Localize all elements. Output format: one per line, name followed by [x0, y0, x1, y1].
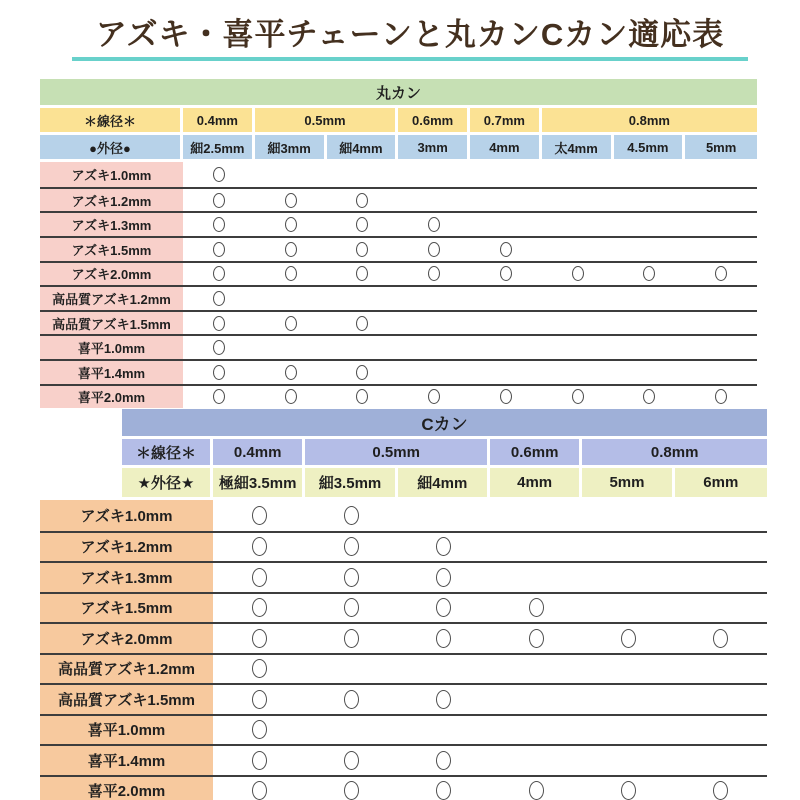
compat-cell [490, 655, 582, 684]
compat-cell [675, 746, 767, 775]
chain-label: アズキ1.5mm [40, 594, 213, 623]
chain-label: 喜平1.4mm [40, 746, 213, 775]
compat-circle-icon [529, 629, 544, 648]
compat-cell [490, 777, 582, 800]
chain-label: 喜平1.4mm [40, 361, 183, 384]
compat-cell [470, 386, 542, 409]
compat-cell [490, 624, 582, 653]
outer-diameter-value: 細4mm [398, 468, 490, 497]
compat-circle-icon [252, 629, 267, 648]
compat-cell [183, 361, 255, 384]
compatibility-infographic [0, 16, 800, 800]
compat-circle-icon [713, 781, 728, 800]
compat-circle-icon [428, 217, 440, 232]
outer-diameter-value: 4mm [490, 468, 582, 497]
wire-diameter-value: 0.8mm [582, 439, 767, 465]
compat-cell [327, 162, 399, 187]
compat-cell [685, 361, 757, 384]
compat-cell [398, 238, 470, 261]
compat-cell [183, 287, 255, 310]
compat-cell [213, 655, 305, 684]
compat-circle-icon [213, 340, 225, 355]
compat-cell [675, 624, 767, 653]
compat-cell [542, 238, 614, 261]
compat-cell [398, 386, 470, 409]
compat-circle-icon [621, 781, 636, 800]
compat-circle-icon [285, 266, 297, 281]
compat-cell [470, 263, 542, 286]
compat-circle-icon [252, 751, 267, 770]
compat-circle-icon [213, 389, 225, 404]
compat-cell [582, 594, 674, 623]
compat-cell [327, 238, 399, 261]
compat-cell [398, 213, 470, 236]
outer-diameter-value: 極細3.5mm [213, 468, 305, 497]
compat-cell [614, 312, 686, 335]
compat-cell [675, 594, 767, 623]
wire-diameter-value: 0.4mm [183, 108, 255, 132]
wire-diameter-label: ＊線径＊ [122, 439, 213, 465]
compat-circle-icon [428, 242, 440, 257]
chain-row [40, 285, 757, 310]
compat-cell [183, 312, 255, 335]
compat-cell [542, 263, 614, 286]
compat-cell [614, 238, 686, 261]
compat-cell [542, 213, 614, 236]
compat-cell [675, 777, 767, 800]
wire-diameter-value: 0.4mm [213, 439, 305, 465]
chain-row [40, 359, 757, 384]
compat-cell [213, 746, 305, 775]
compat-circle-icon [252, 781, 267, 800]
compat-cell [183, 213, 255, 236]
chain-label: アズキ1.0mm [40, 162, 183, 187]
compat-cell [490, 563, 582, 592]
compat-cell [685, 213, 757, 236]
compat-cell [327, 336, 399, 359]
wire-diameter-row [40, 108, 757, 132]
compat-circle-icon [500, 389, 512, 404]
compat-cell [614, 263, 686, 286]
compat-cell [255, 386, 327, 409]
compat-circle-icon [436, 690, 451, 709]
chain-label: 喜平1.0mm [40, 716, 213, 745]
compat-circle-icon [436, 751, 451, 770]
chain-label: 高品質アズキ1.2mm [40, 287, 183, 310]
wire-diameter-value: 0.6mm [490, 439, 582, 465]
compat-cell [255, 213, 327, 236]
chain-row [40, 211, 757, 236]
compat-cell [582, 685, 674, 714]
compat-cell [305, 624, 397, 653]
compat-circle-icon [621, 629, 636, 648]
compat-cell [398, 189, 470, 212]
chain-label: アズキ2.0mm [40, 624, 213, 653]
compat-circle-icon [344, 537, 359, 556]
page-title: アズキ・喜平チェーンと丸カンCカン適応表 [95, 17, 725, 52]
compat-circle-icon [643, 266, 655, 281]
compat-cell [398, 336, 470, 359]
compat-circle-icon [572, 389, 584, 404]
compat-circle-icon [356, 316, 368, 331]
compat-circle-icon [356, 266, 368, 281]
compat-cell [183, 238, 255, 261]
chain-row [40, 261, 757, 286]
compat-circle-icon [285, 389, 297, 404]
outer-diameter-value: 4mm [470, 135, 542, 159]
compat-circle-icon [436, 568, 451, 587]
chain-row [40, 334, 757, 359]
compat-cell [398, 594, 490, 623]
compat-circle-icon [436, 629, 451, 648]
outer-row-spacer [40, 468, 122, 497]
outer-diameter-value: 5mm [582, 468, 674, 497]
outer-diameter-value: 6mm [675, 468, 767, 497]
compat-cell [490, 533, 582, 562]
wire-diameter-row [40, 439, 767, 465]
compat-cell [614, 162, 686, 187]
compat-cell [213, 777, 305, 800]
chain-label: アズキ1.3mm [40, 213, 183, 236]
chain-row [40, 500, 767, 531]
compat-cell [327, 213, 399, 236]
outer-diameter-value: 3mm [398, 135, 470, 159]
compat-cell [614, 189, 686, 212]
compat-cell [327, 263, 399, 286]
compat-cell [305, 655, 397, 684]
chain-label: 喜平2.0mm [40, 386, 183, 409]
compat-cell [490, 746, 582, 775]
ckan-title-row [40, 409, 767, 436]
compat-circle-icon [285, 217, 297, 232]
compat-circle-icon [213, 365, 225, 380]
chain-row [40, 592, 767, 623]
compat-cell [398, 716, 490, 745]
compat-cell [675, 500, 767, 531]
compat-circle-icon [356, 217, 368, 232]
compat-circle-icon [285, 316, 297, 331]
compat-circle-icon [436, 598, 451, 617]
compat-cell [490, 716, 582, 745]
compat-cell [490, 594, 582, 623]
chain-row [40, 236, 757, 261]
compat-cell [213, 500, 305, 531]
compat-cell [582, 777, 674, 800]
compat-cell [470, 287, 542, 310]
chain-row [40, 384, 757, 409]
compat-circle-icon [356, 389, 368, 404]
compat-cell [685, 189, 757, 212]
compat-cell [542, 189, 614, 212]
chain-row [40, 653, 767, 684]
compat-circle-icon [356, 193, 368, 208]
compat-circle-icon [344, 690, 359, 709]
compat-cell [614, 336, 686, 359]
outer-diameter-value: 太4mm [542, 135, 614, 159]
compat-circle-icon [715, 389, 727, 404]
compat-cell [327, 386, 399, 409]
compat-cell [398, 685, 490, 714]
marukan-body [40, 162, 757, 408]
compat-cell [675, 563, 767, 592]
wire-diameter-value: 0.6mm [398, 108, 470, 132]
compat-circle-icon [713, 629, 728, 648]
marukan-table [40, 79, 757, 408]
compat-cell [675, 716, 767, 745]
compat-cell [490, 685, 582, 714]
compat-cell [542, 386, 614, 409]
compat-circle-icon [356, 365, 368, 380]
compat-cell [542, 336, 614, 359]
compat-cell [542, 287, 614, 310]
compat-cell [675, 533, 767, 562]
compat-cell [305, 500, 397, 531]
compat-cell [255, 336, 327, 359]
compat-cell [398, 287, 470, 310]
compat-cell [213, 624, 305, 653]
compat-circle-icon [572, 266, 584, 281]
chain-row [40, 744, 767, 775]
chain-row [40, 683, 767, 714]
compat-circle-icon [344, 751, 359, 770]
compat-cell [582, 655, 674, 684]
compat-cell [255, 238, 327, 261]
chain-label: 高品質アズキ1.5mm [40, 312, 183, 335]
compat-cell [582, 500, 674, 531]
compat-cell [542, 312, 614, 335]
compat-cell [398, 162, 470, 187]
compat-cell [213, 533, 305, 562]
wire-diameter-label: ＊線径＊ [40, 108, 183, 132]
compat-cell [213, 685, 305, 714]
compat-circle-icon [252, 537, 267, 556]
chain-label: アズキ1.0mm [40, 500, 213, 531]
compat-cell [542, 162, 614, 187]
compat-cell [327, 361, 399, 384]
compat-cell [685, 312, 757, 335]
compat-circle-icon [500, 242, 512, 257]
compat-cell [398, 777, 490, 800]
compat-circle-icon [428, 266, 440, 281]
compat-cell [398, 312, 470, 335]
compat-cell [305, 746, 397, 775]
compat-cell [685, 238, 757, 261]
compat-cell [614, 361, 686, 384]
chain-row [40, 187, 757, 212]
compat-cell [255, 189, 327, 212]
compat-cell [398, 263, 470, 286]
wire-diameter-value: 0.5mm [255, 108, 399, 132]
compat-cell [542, 361, 614, 384]
outer-diameter-row [40, 135, 757, 159]
compat-cell [398, 655, 490, 684]
compat-cell [398, 563, 490, 592]
compat-circle-icon [344, 598, 359, 617]
wire-diameter-value: 0.5mm [305, 439, 490, 465]
page-title-block [72, 16, 748, 61]
compat-circle-icon [344, 629, 359, 648]
compat-circle-icon [715, 266, 727, 281]
compat-cell [675, 655, 767, 684]
compat-cell [255, 287, 327, 310]
compat-circle-icon [252, 506, 267, 525]
compat-circle-icon [213, 217, 225, 232]
compat-circle-icon [344, 568, 359, 587]
chain-row [40, 714, 767, 745]
compat-cell [327, 312, 399, 335]
outer-diameter-value: 細2.5mm [183, 135, 255, 159]
compat-cell [685, 336, 757, 359]
compat-circle-icon [500, 266, 512, 281]
outer-diameter-row [40, 468, 767, 497]
compat-cell [327, 189, 399, 212]
compat-cell [255, 263, 327, 286]
ckan-table-title: Cカン [122, 409, 767, 436]
compat-cell [470, 238, 542, 261]
compat-circle-icon [428, 389, 440, 404]
compat-cell [675, 685, 767, 714]
compat-cell [305, 685, 397, 714]
outer-diameter-value: 細4mm [327, 135, 399, 159]
outer-diameter-value: 細3mm [255, 135, 327, 159]
ckan-body [40, 500, 767, 800]
table-title-spacer [40, 409, 122, 436]
compat-cell [183, 162, 255, 187]
marukan-title-row [40, 79, 757, 105]
compat-cell [255, 361, 327, 384]
compat-cell [305, 594, 397, 623]
compat-cell [614, 386, 686, 409]
compat-circle-icon [344, 506, 359, 525]
compat-cell [398, 500, 490, 531]
outer-diameter-value: 5mm [685, 135, 757, 159]
compat-cell [685, 287, 757, 310]
chain-label: アズキ1.3mm [40, 563, 213, 592]
compat-cell [305, 563, 397, 592]
chain-row [40, 162, 757, 187]
compat-cell [213, 563, 305, 592]
compat-cell [470, 312, 542, 335]
marukan-table-title: 丸カン [40, 79, 757, 105]
compat-circle-icon [529, 598, 544, 617]
chain-row [40, 622, 767, 653]
compat-cell [255, 162, 327, 187]
outer-diameter-label: ★外径★ [122, 468, 213, 497]
compat-cell [614, 287, 686, 310]
compat-circle-icon [252, 598, 267, 617]
chain-row [40, 310, 757, 335]
compat-cell [470, 189, 542, 212]
compat-circle-icon [344, 781, 359, 800]
compat-cell [183, 386, 255, 409]
compat-circle-icon [213, 242, 225, 257]
compat-cell [470, 162, 542, 187]
chain-label: アズキ1.2mm [40, 189, 183, 212]
compat-cell [582, 563, 674, 592]
compat-circle-icon [529, 781, 544, 800]
compat-circle-icon [285, 365, 297, 380]
compat-cell [470, 213, 542, 236]
compat-cell [582, 746, 674, 775]
compat-circle-icon [252, 659, 267, 678]
compat-circle-icon [436, 537, 451, 556]
compat-circle-icon [252, 720, 267, 739]
ckan-table [40, 409, 767, 800]
compat-cell [685, 162, 757, 187]
compat-cell [398, 624, 490, 653]
compat-circle-icon [213, 167, 225, 182]
compat-circle-icon [643, 389, 655, 404]
compat-cell [398, 361, 470, 384]
compat-cell [582, 624, 674, 653]
compat-cell [470, 336, 542, 359]
compat-circle-icon [252, 690, 267, 709]
compat-cell [614, 213, 686, 236]
compat-cell [398, 746, 490, 775]
compat-circle-icon [252, 568, 267, 587]
compat-cell [685, 263, 757, 286]
chain-label: 喜平1.0mm [40, 336, 183, 359]
compat-cell [255, 312, 327, 335]
compat-cell [685, 386, 757, 409]
compat-circle-icon [285, 242, 297, 257]
compat-cell [305, 533, 397, 562]
compat-cell [183, 336, 255, 359]
compat-cell [582, 533, 674, 562]
chain-row [40, 531, 767, 562]
compat-cell [183, 263, 255, 286]
compat-cell [305, 777, 397, 800]
compat-circle-icon [285, 193, 297, 208]
wire-row-spacer [40, 439, 122, 465]
compat-cell [470, 361, 542, 384]
wire-diameter-value: 0.7mm [470, 108, 542, 132]
compat-circle-icon [356, 242, 368, 257]
outer-diameter-value: 4.5mm [614, 135, 686, 159]
compat-cell [327, 287, 399, 310]
compat-cell [490, 500, 582, 531]
chain-label: アズキ1.5mm [40, 238, 183, 261]
compat-cell [183, 189, 255, 212]
compat-circle-icon [213, 193, 225, 208]
chain-label: アズキ2.0mm [40, 263, 183, 286]
compat-circle-icon [213, 291, 225, 306]
compat-cell [398, 533, 490, 562]
compat-cell [305, 716, 397, 745]
chain-row [40, 775, 767, 800]
compat-circle-icon [213, 316, 225, 331]
compat-circle-icon [436, 781, 451, 800]
outer-diameter-label: ●外径● [40, 135, 183, 159]
compat-cell [582, 716, 674, 745]
compat-circle-icon [213, 266, 225, 281]
outer-diameter-value: 細3.5mm [305, 468, 397, 497]
compat-cell [213, 716, 305, 745]
chain-label: 高品質アズキ1.5mm [40, 685, 213, 714]
chain-row [40, 561, 767, 592]
chain-label: アズキ1.2mm [40, 533, 213, 562]
compat-cell [213, 594, 305, 623]
chain-label: 高品質アズキ1.2mm [40, 655, 213, 684]
wire-diameter-value: 0.8mm [542, 108, 757, 132]
chain-label: 喜平2.0mm [40, 777, 213, 800]
